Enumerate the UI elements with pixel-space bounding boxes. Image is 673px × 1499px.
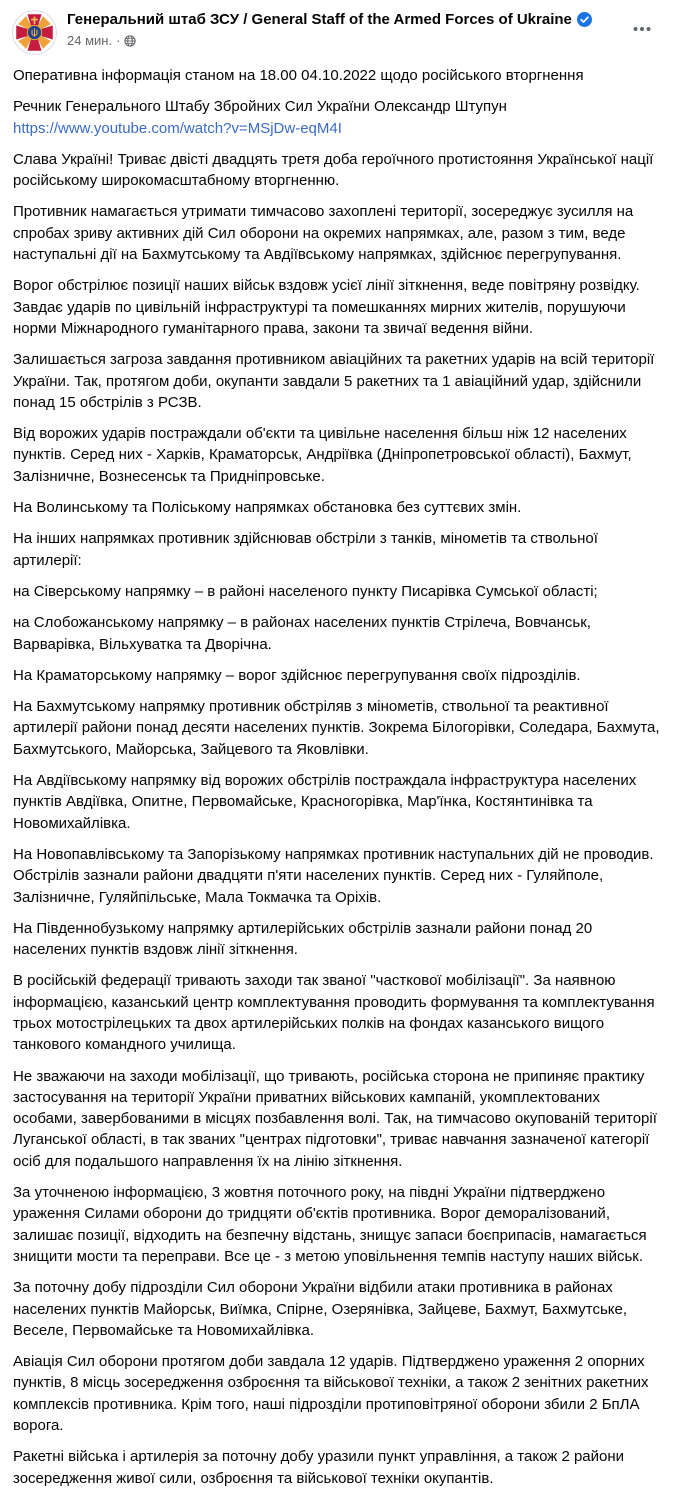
- post-paragraph: В російській федерації тривають заходи так званої "часткової мобілізації". За наявною інформацією, казанський центр комплектування проводить формування та комплектування трьох мотострілецьких та двох артилерійських полків на фондах казанського вищого танкового командного училища.: [13, 972, 655, 1054]
- post-paragraph: На Південнобузькому напрямку артилерійських обстрілів зазнали райони понад 20 населених пунктів вздовж лінії зіткнення.: [13, 919, 593, 959]
- post-paragraph: На Волинському та Поліському напрямках обстановка без суттєвих змін.: [13, 499, 522, 517]
- post-paragraph: На Авдіївському напрямку від ворожих обстрілів постраждала інфраструктура населених пунктів Авдіївка, Опитне, Первомайське, Красногорівка, Мар'їнка, Костянтинівка та Новомихайлівка.: [13, 772, 637, 832]
- post-body: [0, 65, 673, 1499]
- post-paragraph: Слава Україні! Триває двісті двадцять третя доба героїчного протистояння Української нації російському широкомасштабному вторгненню.: [13, 150, 654, 190]
- general-staff-emblem-icon: [12, 10, 57, 55]
- ellipsis-icon: [631, 18, 653, 43]
- post-header: [0, 0, 673, 55]
- post-paragraph: Противник намагається утримати тимчасово захоплені території, зосереджує зусилля на спробах зриву активних дій Сил оборони на окремих напрямках, але, разом з тим, веде наступальні дії на Бахмутському та Авдіївському напрямках, здійснює перегрупування.: [13, 203, 634, 264]
- post-paragraph: На інших напрямках противник здійснював обстріли з танків, мінометів та ствольної артилерії:: [13, 530, 598, 569]
- page-name-link[interactable]: Генеральний штаб ЗСУ / General Staff of the Armed Forces of Ukraine: [67, 11, 572, 28]
- youtube-link[interactable]: https://www.youtube.com/watch?v=MSjDw-eqM4I: [13, 119, 342, 137]
- post-header-text: [67, 10, 625, 48]
- post-paragraph: Ракетні війська і артилерія за поточну добу уразили пункт управління, а також 2 райони зосередження живої сили, озброєння та військової техніки окупантів.: [13, 1448, 625, 1487]
- post-meta-row: [67, 33, 625, 49]
- post-paragraph: на Сіверському напрямку – в районі населеного пункту Писарівка Сумської області;: [13, 582, 598, 600]
- post-paragraph: на Слобожанському напрямку – в районах населених пунктів Стрілеча, Вовчанськ, Варварівка, Вільхуватка та Дворічна.: [13, 614, 591, 653]
- more-options-button[interactable]: [625, 10, 659, 51]
- privacy-globe-icon: [124, 35, 136, 47]
- timestamp-link[interactable]: 24 мин.: [67, 32, 113, 48]
- post-paragraph: На Краматорському напрямку – ворог здійснює перегрупування своїх підрозділів.: [13, 666, 581, 684]
- post-paragraph: На Новопавлівському та Запорізькому напрямках противник наступальних дій не проводив. Обстрілів зазнали райони двадцяти п'яти населених пунктів. Серед них - Гуляйполе, Залізничне, Гуляйпільське, Мала Токмачка та Оріхів.: [13, 845, 654, 906]
- page-name-row: [67, 10, 625, 30]
- post-paragraph: Ворог обстрілює позиції наших військ вздовж усієї лінії зіткнення, веде повітряну розвідку. Завдає ударів по цивільній інфраструктурі та помешканнях мирних жителів, порушуючи норми Міжнародного гуманітарного права, закони та звичаї ведення війни.: [13, 277, 640, 337]
- post-paragraph: Залишається загроза завдання противником авіаційних та ракетних ударів на всій території України. Так, протягом доби, окупанти завдали 5 ракетних та 1 авіаційний удар, здійснили понад 15 обстрілів з РСЗВ.: [13, 351, 655, 411]
- post-paragraph: Авіація Сил оборони протягом доби завдала 12 ударів. Підтверджено ураження 2 опорних пунктів, 8 місць зосередження озброєння та військової техніки, а також 2 зенітних ракетних комплексів противника. Крім того, наші підрозділи протиповітряної оборони збили 2 БпЛА ворога.: [13, 1353, 649, 1435]
- post-title-line: Оперативна інформація станом на 18.00 04.10.2022 щодо російського вторгнення: [13, 67, 584, 84]
- verified-badge-icon: [577, 12, 592, 27]
- post-paragraph: На Бахмутському напрямку противник обстріляв з мінометів, ствольної та реактивної артилерії райони понад десяти населених пунктів. Зокрема Білогорівки, Соледара, Бахмута, Бахмутського, Майорська, Зайцевого та Яковлівки.: [13, 698, 660, 758]
- post-paragraph: За поточну добу підрозділи Сил оборони України відбили атаки противника в районах населених пунктів Майорськ, Виїмка, Спірне, Озерянівка, Зайцеве, Бахмут, Бахмутське, Веселе, Первомайське та Новомихайлівка.: [13, 1279, 628, 1339]
- speaker-paragraph: [13, 96, 660, 139]
- post-paragraph: За уточненою інформацією, 3 жовтня поточного року, на півдні України підтверджено ураження Силами оборони до тридцяти об'єктів противника. Ворог деморалізований, залишає позиції, відходить на безпечну відстань, знищує запаси боєприпасів, намагається знищити мости та переправи. Все це - з метою уповільнення темпів наступу наших військ.: [13, 1184, 647, 1265]
- page-avatar[interactable]: [12, 10, 57, 55]
- meta-separator: ·: [116, 32, 121, 48]
- post-paragraph: Від ворожих ударів постраждали об'єкти та цивільне населення більш ніж 12 населених пунктів. Серед них - Харків, Краматорськ, Андріївка (Дніпропетровської області), Бахмут, Залізничне, Вознесенськ та Придніпровське.: [13, 425, 632, 485]
- post-paragraph: Не зважаючи на заходи мобілізації, що тривають, російська сторона не припиняє практику застосування на території України приватних військових кампаній, укомплектованих особами, завербованими в місцях позбавлення волі. Так, на тимчасово окупованій території Луганської області, в так званих "центрах підготовки", триває навчання зазначеної категорії осіб для подальшого направлення їх на лінію зіткнення.: [13, 1067, 657, 1170]
- speaker-line: Речник Генерального Штабу Збройних Сил України Олександр Штупун: [13, 98, 507, 116]
